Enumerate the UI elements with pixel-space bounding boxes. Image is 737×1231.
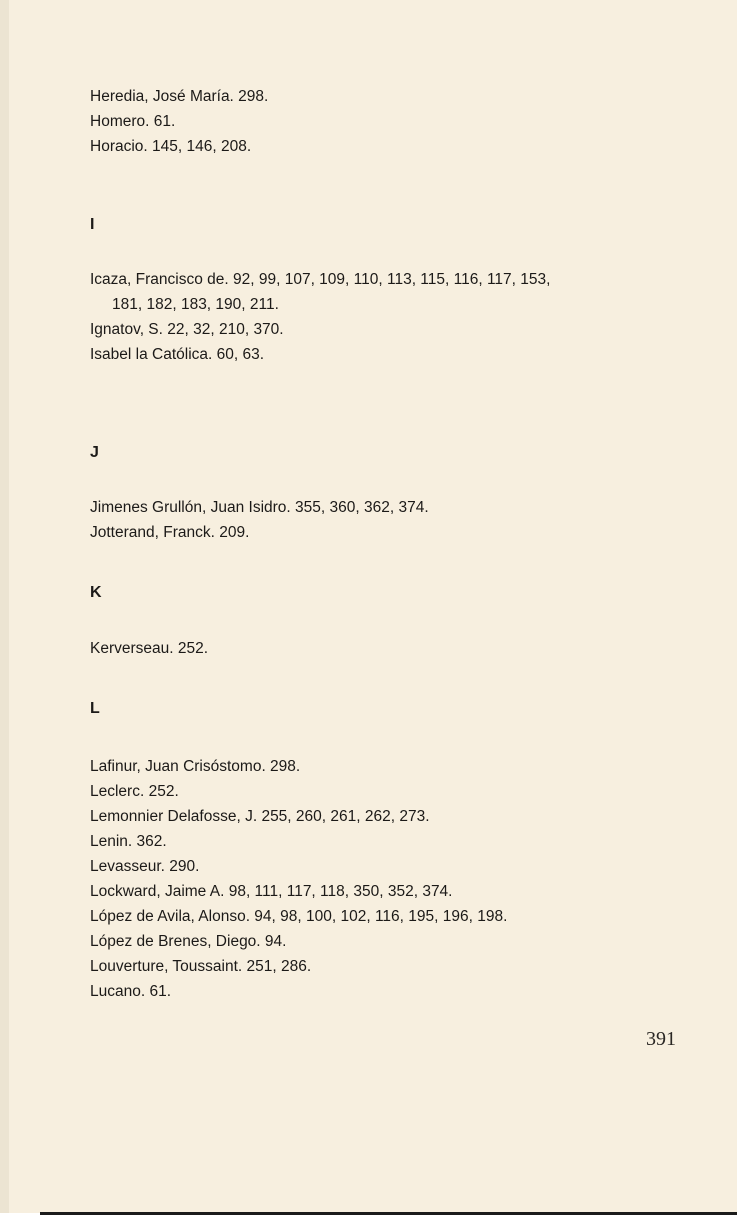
page-number: 391 bbox=[646, 1028, 676, 1050]
index-entry: Jotterand, Franck. 209. bbox=[90, 524, 250, 541]
index-entry: Horacio. 145, 146, 208. bbox=[90, 138, 252, 155]
scan-edge-bottom bbox=[0, 1213, 737, 1231]
index-entry: Lenin. 362. bbox=[90, 833, 167, 850]
index-entry: Leclerc. 252. bbox=[90, 783, 179, 800]
index-group-k bbox=[90, 636, 208, 661]
index-entry: Isabel la Católica. 60, 63. bbox=[90, 346, 265, 363]
index-entry: Ignatov, S. 22, 32, 210, 370. bbox=[90, 321, 284, 338]
scan-edge-line bbox=[40, 1212, 737, 1215]
index-group-i bbox=[90, 267, 550, 367]
index-entry: Louverture, Toussaint. 251, 286. bbox=[90, 958, 312, 975]
index-group-l bbox=[90, 754, 507, 1004]
index-entry-line: Icaza, Francisco de. 92, 99, 107, 109, 110, 113, 115, 116, 117, 153, bbox=[90, 271, 551, 288]
index-group-j bbox=[90, 495, 429, 545]
index-entry: Lafinur, Juan Crisóstomo. 298. bbox=[90, 758, 301, 775]
scan-edge-shadow bbox=[0, 0, 9, 1231]
section-letter-j: J bbox=[90, 444, 99, 461]
index-entry-continuation: 181, 182, 183, 190, 211. bbox=[112, 296, 279, 313]
index-entry: Lemonnier Delafosse, J. 255, 260, 261, 262, 273. bbox=[90, 808, 430, 825]
index-entry: Jimenes Grullón, Juan Isidro. 355, 360, 362, 374. bbox=[90, 499, 429, 516]
index-entry: López de Brenes, Diego. 94. bbox=[90, 933, 287, 950]
index-entry: Homero. 61. bbox=[90, 113, 176, 130]
index-entry: Kerverseau. 252. bbox=[90, 640, 209, 657]
section-letter-i: I bbox=[90, 216, 95, 233]
section-letter-k: K bbox=[90, 584, 102, 601]
index-entry: Lucano. 61. bbox=[90, 983, 172, 1000]
index-entry: López de Avila, Alonso. 94, 98, 100, 102, 116, 195, 196, 198. bbox=[90, 908, 508, 925]
index-group-h bbox=[90, 84, 268, 159]
index-entry: Lockward, Jaime A. 98, 111, 117, 118, 350, 352, 374. bbox=[90, 883, 453, 900]
index-entry: Heredia, José María. 298. bbox=[90, 88, 269, 105]
section-letter-l: L bbox=[90, 700, 100, 717]
index-entry bbox=[90, 267, 550, 317]
index-entry: Levasseur. 290. bbox=[90, 858, 200, 875]
